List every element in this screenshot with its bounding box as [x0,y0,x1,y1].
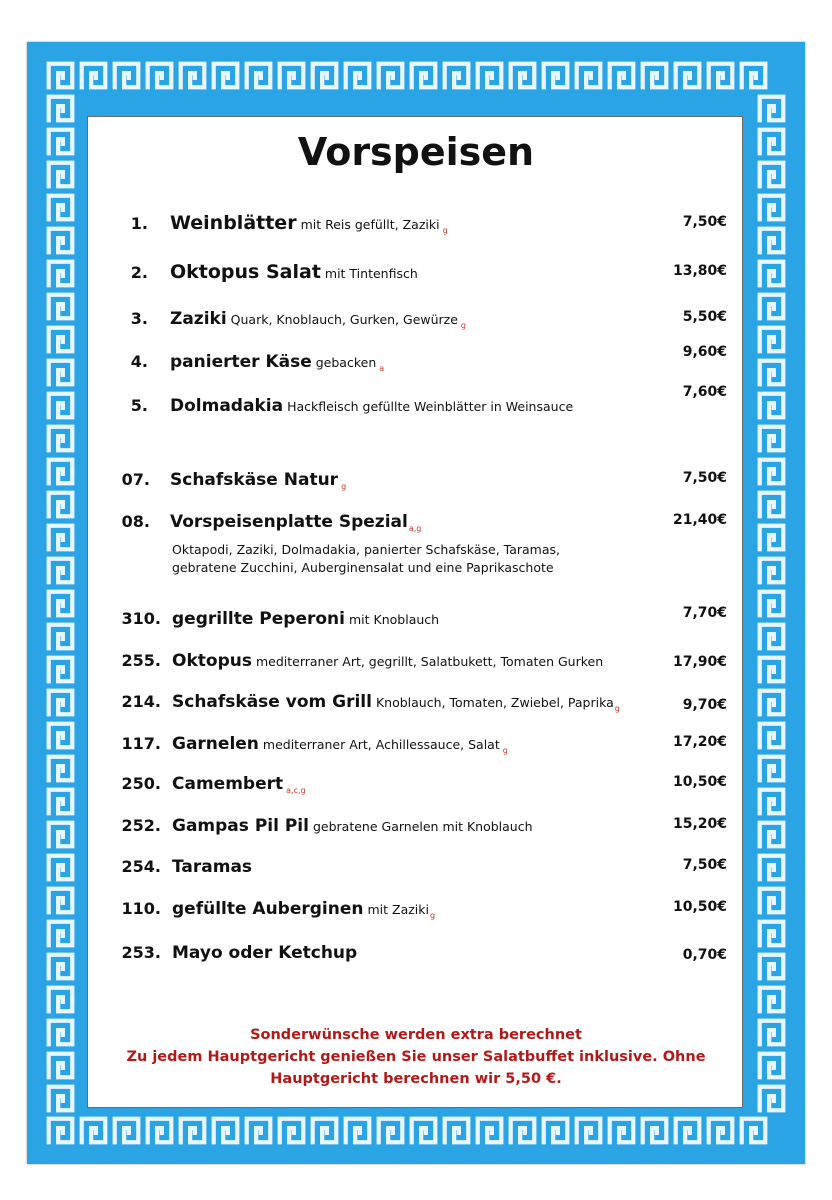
item-name: gefüllte Auberginen [172,899,364,919]
item-name-line [172,774,306,795]
item-name-line [172,734,508,755]
item-name-line [170,261,418,283]
item-description: mit Zaziki [367,902,429,917]
item-price: 7,50€ [682,857,727,873]
item-name: Schafskäse vom Grill [172,692,372,712]
item-name-line [170,309,466,330]
item-number: 07. [121,470,150,489]
item-number: 255. [121,651,161,670]
item-number: 254. [121,857,161,876]
subdescription-line: gebratene Zucchini, Auberginensalat und eine Paprikaschote [172,560,554,575]
item-number: 3. [130,309,148,328]
item-price: 9,70€ [682,697,727,713]
item-description: Hackfleisch gefüllte Weinblätter in Weinsauce [287,399,574,414]
item-allergens: g [430,911,436,921]
item-name-line [170,212,448,235]
item-number: 2. [130,263,148,282]
item-name-line [172,857,252,877]
item-name: Garnelen [172,734,259,754]
item-number: 214. [121,692,161,711]
item-name-line [172,816,533,836]
item-number: 253. [121,943,161,962]
item-name-line [170,512,421,533]
item-allergens: g [341,482,347,492]
item-price: 7,70€ [682,605,727,621]
item-name-line [170,396,573,416]
item-price: 7,50€ [682,214,727,230]
item-price: 10,50€ [672,774,727,790]
item-name-line [172,692,620,713]
item-description: gebratene Garnelen mit Knoblauch [312,819,533,834]
item-allergens: a,g [408,524,422,534]
item-number: 110. [121,899,161,918]
item-name: Taramas [172,857,253,877]
footer-line: Sonderwünsche werden extra berechnet [250,1027,582,1043]
item-name: Weinblätter [170,212,297,234]
item-name-line [172,943,357,963]
item-allergens: g [442,226,448,236]
item-price: 17,90€ [672,654,727,670]
item-number: 310. [121,609,161,628]
item-allergens: a [379,364,385,374]
item-description: Knoblauch, Tomaten, Zwiebel, Paprika [375,695,614,710]
item-price: 0,70€ [682,947,727,963]
item-number: 117. [121,734,161,753]
item-allergens: a,c,g [286,786,306,796]
item-price: 7,60€ [682,384,727,400]
footer-line: Zu jedem Hauptgericht genießen Sie unser Salatbuffet inklusive. Ohne [126,1049,706,1065]
item-description: mediterraner Art, Achillessauce, Salat [262,737,500,752]
footer-line: Hauptgericht berechnen wir 5,50 €. [270,1071,562,1087]
item-name: Zaziki [170,309,227,329]
item-name: Schafskäse Natur [170,470,339,490]
item-number: 08. [121,512,150,531]
item-name-line [172,609,439,629]
item-allergens: g [614,704,620,714]
item-description: mit Tintenfisch [324,266,418,281]
item-name: Gampas Pil Pil [172,816,309,836]
page-title: Vorspeisen [297,130,535,174]
item-number: 4. [130,352,148,371]
item-name-line [170,470,346,491]
item-name-line [172,651,603,671]
item-price: 5,50€ [682,309,727,325]
item-name: panierter Käse [170,352,312,372]
item-name: gegrillte Peperoni [172,609,345,629]
item-price: 10,50€ [672,899,727,915]
item-description: gebacken [315,355,377,370]
item-number: 1. [130,214,148,233]
item-price: 15,20€ [672,816,727,832]
item-price: 7,50€ [682,470,727,486]
item-price: 9,60€ [682,344,727,360]
item-name: Mayo oder Ketchup [172,943,358,963]
item-description: mit Reis gefüllt, Zaziki [300,217,440,232]
item-number: 252. [121,816,161,835]
footer-notice [120,1024,712,1090]
item-allergens: g [460,321,466,331]
item-allergens: g [502,746,508,756]
item-price: 17,20€ [672,734,727,750]
item-description: mediterraner Art, gegrillt, Salatbukett, Tomaten Gurken [255,654,604,669]
item-description: mit Knoblauch [349,612,440,627]
item-description: Quark, Knoblauch, Gurken, Gewürze [230,312,458,327]
item-name: Camembert [172,774,284,794]
item-name: Oktopus Salat [170,261,321,283]
item-name: Oktopus [172,651,252,671]
item-name: Vorspeisenplatte Spezial [170,512,408,532]
item-price: 13,80€ [672,263,727,279]
item-subdescription [172,541,652,577]
item-name-line [170,352,384,373]
item-number: 250. [121,774,161,793]
item-price: 21,40€ [672,512,727,528]
item-number: 5. [130,396,148,415]
subdescription-line: Oktapodi, Zaziki, Dolmadakia, panierter Schafskäse, Taramas, [172,542,560,557]
item-name: Dolmadakia [170,396,284,416]
item-name-line [172,899,435,920]
